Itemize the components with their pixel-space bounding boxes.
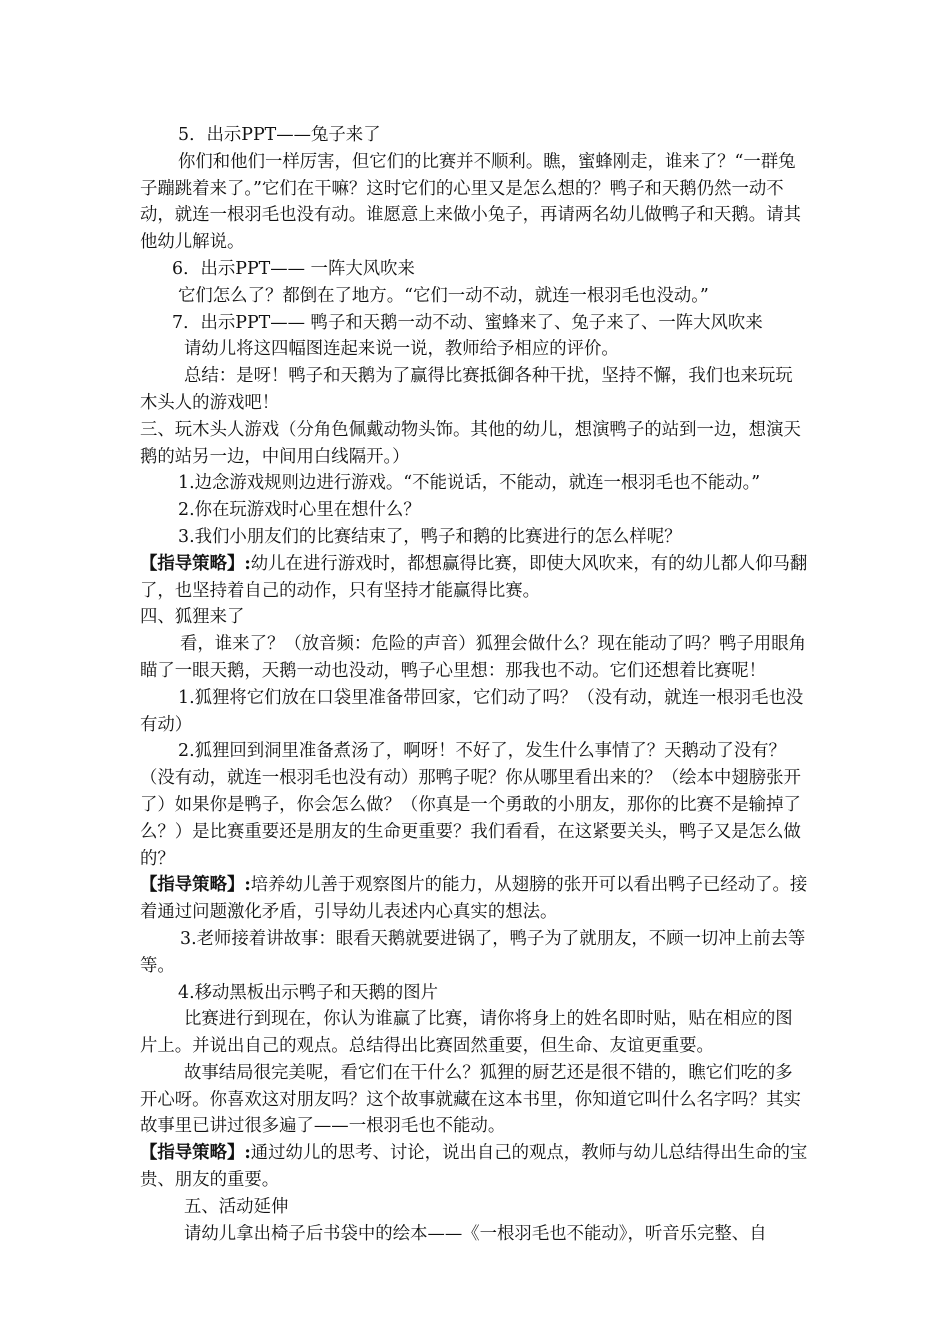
strategy-label: 【指导策略】: bbox=[140, 875, 251, 896]
line-text: 2.你在玩游戏时心里在想什么？ bbox=[178, 500, 421, 521]
line-text: 故事结局很完美呢，看它们在干什么？狐狸的厨艺还是很不错的，瞧它们吃的多开心呀。你喜欢这对朋友吗？这个故事就藏在这本书里，你知道它叫什么名字吗？其实故事里已讲过很多遍了——一根羽毛也不能动。 bbox=[140, 1062, 801, 1137]
line-text: 1.狐狸将它们放在口袋里准备带回家，它们动了吗？（没有动，就连一根羽毛也没有动） bbox=[140, 687, 804, 735]
paragraph-ending bbox=[140, 1060, 810, 1140]
line-text: 比赛进行到现在，你认为谁赢了比赛，请你将身上的姓名即时贴，贴在相应的图片上。并说出自己的观点。总结得出比赛固然重要，但生命、友谊更重要。 bbox=[140, 1009, 793, 1057]
line-text: 3.老师接着讲故事：眼看天鹅就要进锅了，鸭子为了就朋友，不顾一切冲上前去等等。 bbox=[140, 928, 806, 976]
line-text: 6．出示PPT—— 一阵大风吹来 bbox=[172, 258, 415, 279]
section-heading-5 bbox=[140, 122, 810, 149]
line-text: 它们怎么了？都倒在了地方。“它们一动不动，就连一根羽毛也没动。” bbox=[178, 285, 709, 306]
paragraph-extension bbox=[140, 1221, 810, 1248]
paragraph-rabbits bbox=[140, 149, 810, 256]
section-heading-four bbox=[140, 604, 810, 631]
section-heading-three bbox=[140, 417, 810, 471]
paragraph-fox bbox=[140, 631, 810, 685]
line-text: 看，谁来了？（放音频：危险的声音）狐狸会做什么？现在能动了吗？鸭子用眼角瞄了一眼天鹅，天鹅一动也没动，鸭子心里想：那我也不动。它们还想着比赛呢！ bbox=[140, 634, 807, 681]
list-item-2 bbox=[140, 497, 810, 524]
line-text: 五、活动延伸 bbox=[184, 1196, 289, 1217]
strategy-note-2 bbox=[140, 872, 810, 926]
list-item-3 bbox=[140, 524, 810, 551]
line-text: 1.边念游戏规则边进行游戏。“不能说话，不能动，就连一根羽毛也不能动。” bbox=[178, 473, 761, 494]
list-item-fox-2 bbox=[140, 738, 810, 872]
line-text: 5．出示PPT——兔子来了 bbox=[178, 125, 381, 145]
line-text: 请幼儿拿出椅子后书袋中的绘本——《一根羽毛也不能动》，听音乐完整、自 bbox=[184, 1223, 767, 1244]
section-heading-6 bbox=[140, 256, 810, 283]
section-heading-five bbox=[140, 1194, 810, 1221]
line-text: 通过幼儿的思考、讨论，说出自己的观点，教师与幼儿总结得出生命的宝贵、朋友的重要。 bbox=[140, 1143, 808, 1191]
list-item-fox-4 bbox=[140, 980, 810, 1007]
list-item-fox-1 bbox=[140, 685, 810, 739]
strategy-note-3 bbox=[140, 1140, 810, 1194]
paragraph-wind bbox=[140, 283, 810, 310]
paragraph-summary bbox=[140, 363, 810, 417]
line-text: 三、玩木头人游戏（分角色佩戴动物头饰。其他的幼儿，想演鸭子的站到一边，想演天鹅的站另一边，中间用白线隔开。） bbox=[140, 419, 801, 467]
document-body bbox=[140, 122, 810, 1247]
line-text: 请幼儿将这四幅图连起来说一说，教师给予相应的评价。 bbox=[184, 339, 619, 360]
list-item-1 bbox=[140, 470, 810, 497]
list-item-fox-3 bbox=[140, 926, 810, 980]
line-text: 4.移动黑板出示鸭子和天鹅的图片 bbox=[178, 982, 439, 1003]
line-text: 幼儿在进行游戏时，都想赢得比赛，即使大风吹来，有的幼儿都人仰马翻了，也坚持着自己的动作，只有坚持才能赢得比赛。 bbox=[140, 553, 808, 601]
strategy-label: 【指导策略】: bbox=[140, 553, 251, 574]
line-text: 3.我们小朋友们的比赛结束了，鸭子和鹅的比赛进行的怎么样呢？ bbox=[178, 526, 682, 547]
paragraph-four-pictures bbox=[140, 336, 810, 363]
line-text: 2.狐狸回到洞里准备煮汤了，啊呀！不好了，发生什么事情了？天鹅动了没有？（没有动，就连一根羽毛也没有动）那鸭子呢？你从哪里看出来的？（绘本中翅膀张开了）如果你是鸭子，你会怎么做？（你真是一个勇敢的小朋友，那你的比赛不是输掉了么？）是比赛重要还是朋友的生命更重要？我们看看，在这紧要关头，鸭子又是怎么做的？ bbox=[140, 741, 801, 869]
line-text: 总结：是呀！鸭子和天鹅为了赢得比赛抵御各种干扰，坚持不懈，我们也来玩玩木头人的游戏吧！ bbox=[140, 366, 793, 413]
line-text: 四、狐狸来了 bbox=[140, 607, 245, 628]
line-text: 你们和他们一样厉害，但它们的比赛并不顺利。瞧，蜜蜂刚走，谁来了？“一群兔子蹦跳着来了。”它们在干嘛？这时它们的心里又是怎么想的？鸭子和天鹅仍然一动不动，就连一根羽毛也没有动。谁愿意上来做小兔子，再请两名幼儿做鸭子和天鹅。请其他幼儿解说。 bbox=[140, 151, 801, 253]
paragraph-who-won bbox=[140, 1006, 810, 1060]
line-text: 培养幼儿善于观察图片的能力，从翅膀的张开可以看出鸭子已经动了。接着通过问题激化矛盾，引导幼儿表述内心真实的想法。 bbox=[140, 875, 808, 923]
strategy-note-1 bbox=[140, 551, 810, 605]
line-text: 7．出示PPT—— 鸭子和天鹅一动不动、蜜蜂来了、兔子来了、一阵大风吹来 bbox=[172, 312, 763, 333]
strategy-label: 【指导策略】: bbox=[140, 1143, 251, 1164]
section-heading-7 bbox=[140, 310, 810, 337]
